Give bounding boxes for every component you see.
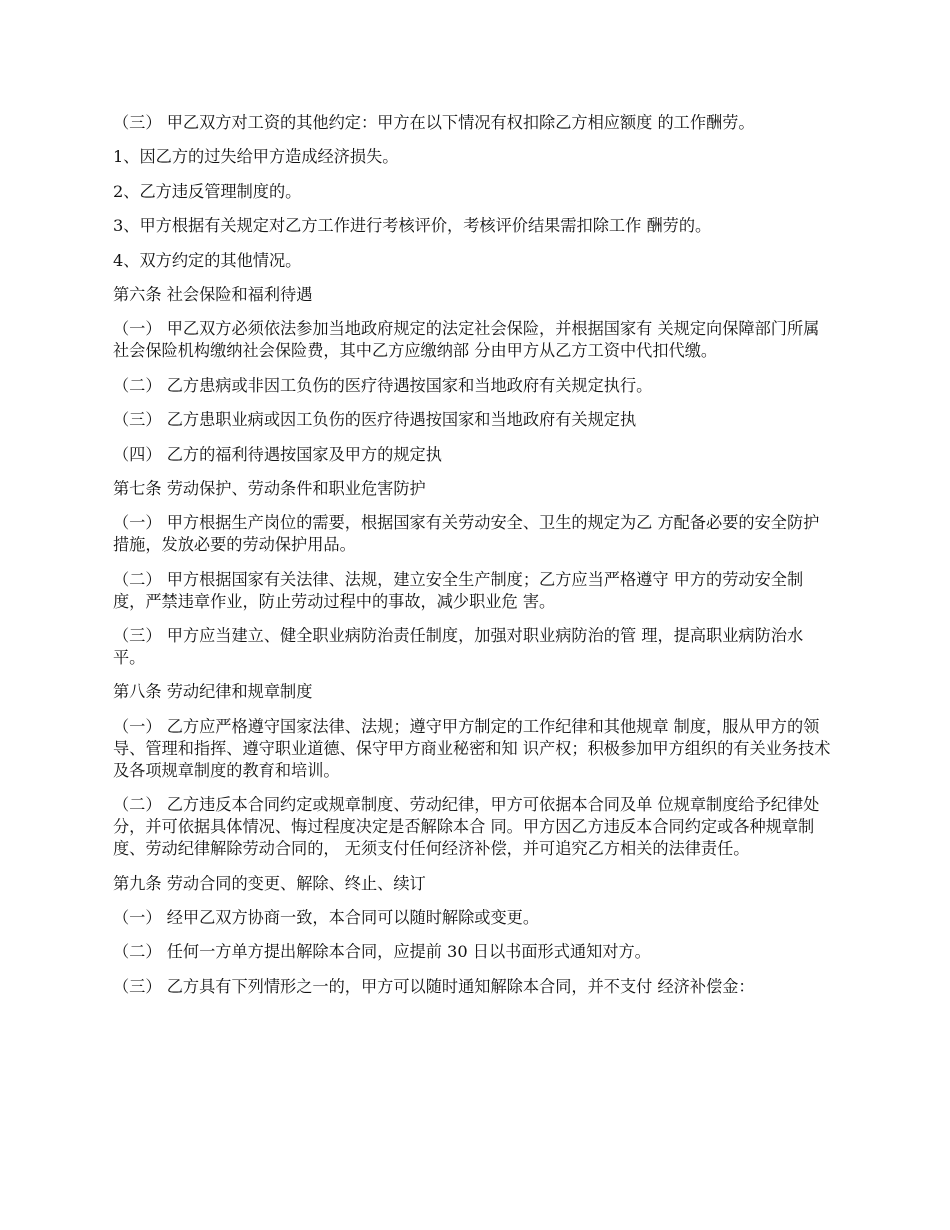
paragraph-8-2: （二） 乙方违反本合同约定或规章制度、劳动纪律，甲方可依据本合同及单 位规章制度给予纪律处分，并可依据具体情况、悔过程度决定是否解除本合 同。甲方因乙方违反本合同约定或各种规章制度、劳动纪律解除劳动合同的， 无须支付任何经济补偿，并可追究乙方相关的法律责任。 bbox=[113, 795, 820, 859]
paragraph-8-1: （一） 乙方应严格遵守国家法律、法规；遵守甲方制定的工作纪律和其他规章 制度，服从甲方的领导、管理和指挥、遵守职业道德、保守甲方商业秘密和知 识产权；积极参加甲方组织的有关业务技术及各项规章制度的教育和培训。 bbox=[113, 716, 831, 780]
paragraph-6-1: （一） 甲乙双方必须依法参加当地政府规定的法定社会保险，并根据国家有 关规定向保障部门所属社会保险机构缴纳社会保险费，其中乙方应缴纳部 分由甲方从乙方工资中代扣代缴。 bbox=[113, 319, 820, 361]
paragraph-9-3: （三） 乙方具有下列情形之一的，甲方可以随时通知解除本合同，并不支付 经济补偿金： bbox=[113, 976, 755, 996]
article-9-heading: 第九条 劳动合同的变更、解除、终止、续订 bbox=[113, 873, 426, 893]
article-8-heading: 第八条 劳动纪律和规章制度 bbox=[113, 682, 313, 702]
paragraph-deduction-item-4: 4、双方约定的其他情况。 bbox=[113, 250, 302, 270]
article-6-heading: 第六条 社会保险和福利待遇 bbox=[113, 284, 313, 304]
paragraph-7-1: （一） 甲方根据生产岗位的需要，根据国家有关劳动安全、卫生的规定为乙 方配备必要的安全防护措施，发放必要的劳动保护用品。 bbox=[113, 513, 820, 555]
paragraph-6-2: （二） 乙方患病或非因工负伤的医疗待遇按国家和当地政府有关规定执行。 bbox=[113, 375, 653, 395]
paragraph-7-3: （三） 甲方应当建立、健全职业病防治责任制度，加强对职业病防治的管 理，提高职业病防治水平。 bbox=[113, 626, 804, 668]
paragraph-deduction-item-1: 1、因乙方的过失给甲方造成经济损失。 bbox=[113, 147, 399, 167]
paragraph-7-2: （二） 甲方根据国家有关法律、法规，建立安全生产制度；乙方应当严格遵守 甲方的劳动安全制度，严禁违章作业，防止劳动过程中的事故，减少职业危 害。 bbox=[113, 569, 804, 611]
paragraph-6-4: （四） 乙方的福利待遇按国家及甲方的规定执 bbox=[113, 444, 442, 464]
paragraph-9-1: （一） 经甲乙双方协商一致，本合同可以随时解除或变更。 bbox=[113, 908, 540, 928]
paragraph-9-2: （二） 任何一方单方提出解除本合同，应提前 30 日以书面形式通知对方。 bbox=[113, 942, 651, 962]
document-body bbox=[113, 112, 833, 1010]
article-7-heading: 第七条 劳动保护、劳动条件和职业危害防护 bbox=[113, 478, 426, 498]
paragraph-deduction-item-2: 2、乙方违反管理制度的。 bbox=[113, 181, 302, 201]
paragraph-6-3: （三） 乙方患职业病或因工负伤的医疗待遇按国家和当地政府有关规定执 bbox=[113, 410, 637, 430]
paragraph-deduction-item-3: 3、甲方根据有关规定对乙方工作进行考核评价，考核评价结果需扣除工作 酬劳的。 bbox=[113, 216, 712, 236]
paragraph-wage-deduction-agreement: （三） 甲乙双方对工资的其他约定：甲方在以下情况有权扣除乙方相应额度 的工作酬劳。 bbox=[113, 113, 755, 132]
